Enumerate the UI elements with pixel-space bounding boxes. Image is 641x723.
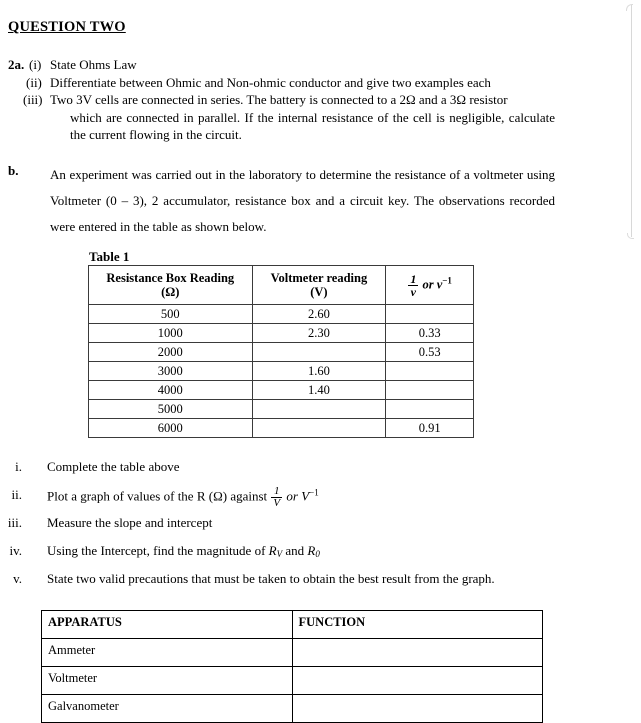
sub-question-i-numeral: i. <box>15 459 22 474</box>
marker-ii: (ii) <box>26 74 42 90</box>
marker-iii: (iii) <box>23 92 43 108</box>
fraction-one-over-v <box>408 273 418 298</box>
question-2a-item-i <box>0 56 600 74</box>
cell-inverse <box>386 362 474 381</box>
cell-voltage: 1.60 <box>252 362 386 381</box>
table-row <box>42 639 543 667</box>
cell-voltage <box>252 400 386 419</box>
table1-header-voltmeter-line1: Voltmeter reading <box>270 270 368 285</box>
cell-resistance: 1000 <box>89 324 253 343</box>
sub-question-ii-v-base: V <box>301 488 310 504</box>
question-2a-text-i: State Ohms Law <box>50 57 137 72</box>
table2-apparatus <box>41 610 543 723</box>
table1-caption: Table 1 <box>89 249 130 264</box>
table-row <box>89 343 474 362</box>
table1-header-resistance <box>89 266 253 305</box>
cell-inverse <box>386 305 474 324</box>
cell-voltage: 1.40 <box>252 381 386 400</box>
header-v-base: v <box>436 276 443 291</box>
cell-inverse: 0.53 <box>386 343 474 362</box>
fraction-one-over-v-inline <box>271 486 282 509</box>
question-2a-item-iii <box>0 91 600 144</box>
table1-header-resistance-line1: Resistance Box Reading <box>106 270 235 285</box>
cell-apparatus: Galvanometer <box>42 695 293 723</box>
sub-question-i-text: Complete the table above <box>47 459 180 474</box>
sub-question-iii-text: Measure the slope and intercept <box>47 515 213 530</box>
sub-question-i <box>0 458 620 486</box>
table-row <box>89 400 474 419</box>
sub-question-ii-or: or <box>286 488 298 504</box>
cell-resistance: 2000 <box>89 343 253 362</box>
marker-i: (i) <box>29 57 42 72</box>
table2-header-function: FUNCTION <box>292 611 543 639</box>
symbol-rv-subscript: V <box>276 549 283 559</box>
cell-resistance: 5000 <box>89 400 253 419</box>
cell-apparatus: Voltmeter <box>42 667 293 695</box>
sub-question-iv <box>0 542 620 570</box>
cell-resistance: 500 <box>89 305 253 324</box>
table-row <box>89 305 474 324</box>
cell-inverse: 0.33 <box>386 324 474 343</box>
table1-header-resistance-line2: (Ω) <box>161 285 180 299</box>
table2-header-apparatus: APPARATUS <box>42 611 293 639</box>
cell-function <box>292 667 543 695</box>
table1-header-voltmeter <box>252 266 386 305</box>
cell-voltage <box>252 419 386 438</box>
table-row <box>42 667 543 695</box>
cell-voltage: 2.60 <box>252 305 386 324</box>
page-title: QUESTION TWO <box>8 19 126 35</box>
fraction-denominator: V <box>273 497 281 509</box>
question-2a-text-iii: Two 3V cells are connected in series. The battery is connected to a 2Ω and a 3Ω resistor <box>50 92 508 108</box>
table1-header-voltmeter-line2: (V) <box>310 285 328 299</box>
question-2a-label: 2a. <box>8 57 25 72</box>
fraction-denominator: v <box>408 285 418 298</box>
cell-resistance: 6000 <box>89 419 253 438</box>
symbol-rv-base: R <box>268 543 277 558</box>
table-row <box>42 695 543 723</box>
sub-question-ii-v-exponent: −1 <box>309 487 319 498</box>
sub-question-v-text: State two valid precautions that must be taken to obtain the best result from the graph. <box>47 571 495 586</box>
table1-header-row <box>89 266 474 305</box>
question-2a-block <box>0 56 600 144</box>
symbol-r0-base: R <box>307 543 316 558</box>
table2-header-row <box>42 611 543 639</box>
question-2a-item-ii <box>0 74 600 92</box>
cell-function <box>292 695 543 723</box>
sub-questions-list <box>0 458 620 598</box>
sub-question-ii-numeral: ii. <box>11 487 22 502</box>
cell-inverse <box>386 381 474 400</box>
cell-resistance: 3000 <box>89 362 253 381</box>
symbol-r0-subscript: 0 <box>315 549 320 559</box>
table-row <box>89 324 474 343</box>
table1-header-inverse-voltage <box>386 266 474 305</box>
sub-question-ii <box>0 486 620 514</box>
sub-question-v <box>0 570 620 598</box>
question-b-block <box>0 162 600 240</box>
page-edge-artifact <box>631 5 632 237</box>
question-b-text: An experiment was carried out in the laboratory to determine the resistance of a voltmeter using Voltmeter (0 – 3), 2 accumulator, resistance box and a circuit key. The observations recorded were entered in the table as shown below. <box>50 167 555 234</box>
page-edge-bottom-artifact <box>627 233 634 239</box>
table-row <box>89 362 474 381</box>
sub-question-iv-text-before: Using the Intercept, find the magnitude of <box>47 543 266 558</box>
fraction-numerator: 1 <box>410 271 417 286</box>
table1-body <box>89 305 474 438</box>
sub-question-v-numeral: v. <box>13 571 22 586</box>
sub-question-iv-numeral: iv. <box>9 543 22 558</box>
table1-observations <box>88 265 474 438</box>
table2-body <box>42 639 543 723</box>
sub-question-ii-text <box>47 486 319 509</box>
sub-question-iii-numeral: iii. <box>7 515 22 530</box>
sub-question-ii-text-before: Plot a graph of values of the R (Ω) against <box>47 488 268 504</box>
header-or-text: or <box>422 276 434 291</box>
cell-resistance: 4000 <box>89 381 253 400</box>
sub-question-iv-text <box>47 542 320 560</box>
question-2a-text-ii: Differentiate between Ohmic and Non-ohmic conductor and give two examples each <box>50 74 491 90</box>
cell-inverse: 0.91 <box>386 419 474 438</box>
question-b-label: b. <box>8 163 19 178</box>
cell-inverse <box>386 400 474 419</box>
cell-function <box>292 639 543 667</box>
table-row <box>89 419 474 438</box>
header-v-exponent: −1 <box>442 274 452 285</box>
question-2a-text-iii-continuation: which are connected in parallel. If the internal resistance of the cell is negligible, calculate the current flowing in the circuit. <box>70 109 555 143</box>
fraction-numerator: 1 <box>274 485 280 497</box>
sub-question-iii <box>0 514 620 542</box>
page-corner-curl-artifact <box>626 4 633 11</box>
cell-voltage: 2.30 <box>252 324 386 343</box>
table-row <box>89 381 474 400</box>
cell-apparatus: Ammeter <box>42 639 293 667</box>
cell-voltage <box>252 343 386 362</box>
sub-question-iv-and: and <box>285 543 305 558</box>
